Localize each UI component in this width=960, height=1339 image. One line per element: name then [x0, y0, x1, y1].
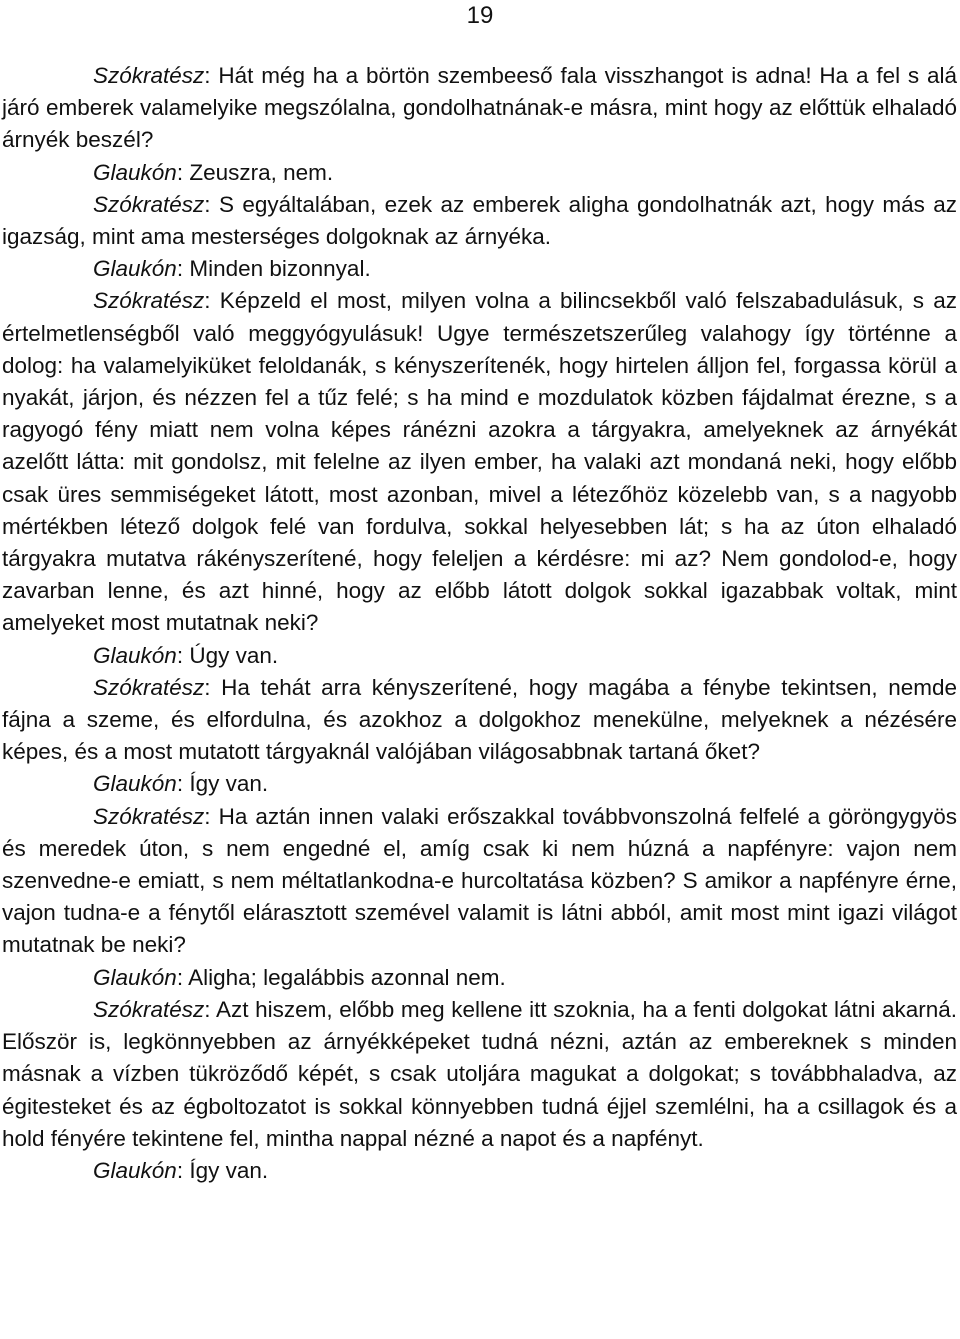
paragraph-text: S egyáltalában, ezek az emberek aligha gondolhatnák azt, hogy más az igazság, mint ama mesterséges dolgoknak az árnyéka. [2, 191, 957, 250]
paragraph-text: Ha tehát arra kényszerítené, hogy magába a fénybe tekintsen, nemde fájna a szeme, és elfordulna, és azokhoz a dolgokhoz menekülne, melyeknek a nézésére képes, és a most mutatott tárgyaknál valójában világosabbnak tartaná őket? [2, 674, 957, 765]
speaker-separator: : [176, 159, 184, 185]
speaker-separator: : [204, 674, 211, 700]
paragraph-text: Úgy van. [183, 642, 279, 668]
dialogue-paragraph [2, 801, 957, 962]
dialogue-paragraph [2, 253, 957, 285]
paragraph-text: Zeuszra, nem. [183, 159, 334, 185]
speaker-name: Glaukón [93, 256, 177, 282]
speaker-name: Glaukón [93, 642, 177, 668]
dialogue-paragraph [2, 994, 957, 1155]
speaker-separator: : [176, 771, 190, 797]
dialogue-paragraph [2, 157, 957, 189]
speaker-name: Glaukón [93, 1157, 177, 1183]
speaker-separator: : [204, 996, 211, 1022]
dialogue-paragraph [2, 672, 957, 769]
dialogue-paragraph [2, 962, 957, 994]
speaker-separator: : [176, 642, 184, 668]
dialogue-paragraph [2, 768, 957, 800]
paragraph-text: Aligha; legalábbis azonnal nem. [183, 964, 506, 990]
paragraph-text: Azt hiszem, előbb meg kellene itt szoknia, ha a fenti dolgokat látni akarná. Először is, legkönnyebben az árnyékképeket tudná nézni, aztán az embereknek s minden másnak a vízben tükröződő képét, s csak utoljára magukat a dolgokat; s továbbhaladva, az égitesteket és az égboltozatot is sokkal könnyebben tudná éjjel szemlélni, ha a csillagok és a hold fényére tekintene fel, mintha nappal nézné a napot és a napfényt. [2, 996, 957, 1151]
paragraph-text: Minden bizonnyal. [183, 256, 371, 282]
speaker-name: Glaukón [93, 159, 177, 185]
speaker-name: Szókratész [93, 674, 205, 700]
page-number: 19 [466, 2, 494, 29]
speaker-name: Glaukón [93, 964, 177, 990]
speaker-separator: : [176, 964, 184, 990]
paragraph-text: Hát még ha a börtön szembeeső fala visszhangot is adna! Ha a fel s alá járó emberek valamelyike megszólalna, gondolhatnának-e másra, mint hogy az előttük elhaladó árnyék beszél? [2, 63, 957, 153]
speaker-name: Szókratész [93, 63, 205, 88]
speaker-name: Szókratész [93, 288, 205, 314]
speaker-name: Szókratész [93, 996, 205, 1022]
dialogue-paragraph [2, 285, 957, 639]
paragraph-text: Képzeld el most, milyen volna a bilincsekből való felszabadulásuk, s az értelmetlenségből való meggyógyulásuk! Ugye természetszerűleg valahogy így történne a dolog: ha valamelyiküket feloldanák, s kényszerítenék, hogy hirtelen álljon fel, forgassa körül a nyakát, járjon, és nézzen fel a tűz felé; s ha mind e mozdulatok közben fájdalmat érezne, s a ragyogó fény miatt nem volna képes ránézni azokra a tárgyakra, amelyeknek az árnyékát azelőtt látta: mit gondolsz, mit felelne az ilyen ember, ha valaki azt mondaná neki, hogy előbb csak üres semmiségeket látott, most azonban, mivel a létezőhöz közelebb van, s a nagyobb mértékben létező dolgok felé van fordulva, sokkal helyesebben lát; s ha az úton elhaladó tárgyakra mutatva rákényszerítené, hogy feleljen a kérdésre: mi az? Nem gondolod-e, hogy zavarban lenne, és azt hinné, hogy az előbb látott dolgok sokkal igazabbak voltak, mint amelyeket most mutatnak neki? [2, 288, 957, 636]
paragraph-text: Ha aztán innen valaki erőszakkal továbbvonszolná felfelé a göröngygyös és meredek úton, s nem engedné el, amíg csak ki nem húzná a napfényre: vajon nem szenvedne-e emiatt, s nem méltatlankodna-e hurcoltatása közben? S amikor a napfényre érne, vajon tudna-e a fénytől elárasztott szemével valamit is látni abból, amit most mint igazi világot mutatnak be neki? [2, 803, 957, 958]
dialogue-paragraph [2, 60, 957, 157]
paragraph-text: Így van. [183, 1157, 269, 1183]
speaker-separator: : [176, 1157, 184, 1183]
speaker-name: Glaukón [93, 771, 177, 797]
speaker-name: Szókratész [93, 803, 205, 829]
dialogue-paragraph [2, 640, 957, 672]
dialogue-paragraph [2, 1155, 957, 1187]
speaker-separator: : [204, 191, 211, 217]
speaker-name: Szókratész [93, 191, 205, 217]
speaker-separator: : [204, 288, 211, 314]
speaker-separator: : [204, 803, 211, 829]
speaker-separator: : [176, 256, 184, 282]
dialogue-paragraph [2, 189, 957, 253]
dialogue-body [2, 60, 957, 1187]
paragraph-text: Így van. [189, 771, 269, 797]
speaker-separator: : [204, 63, 211, 88]
